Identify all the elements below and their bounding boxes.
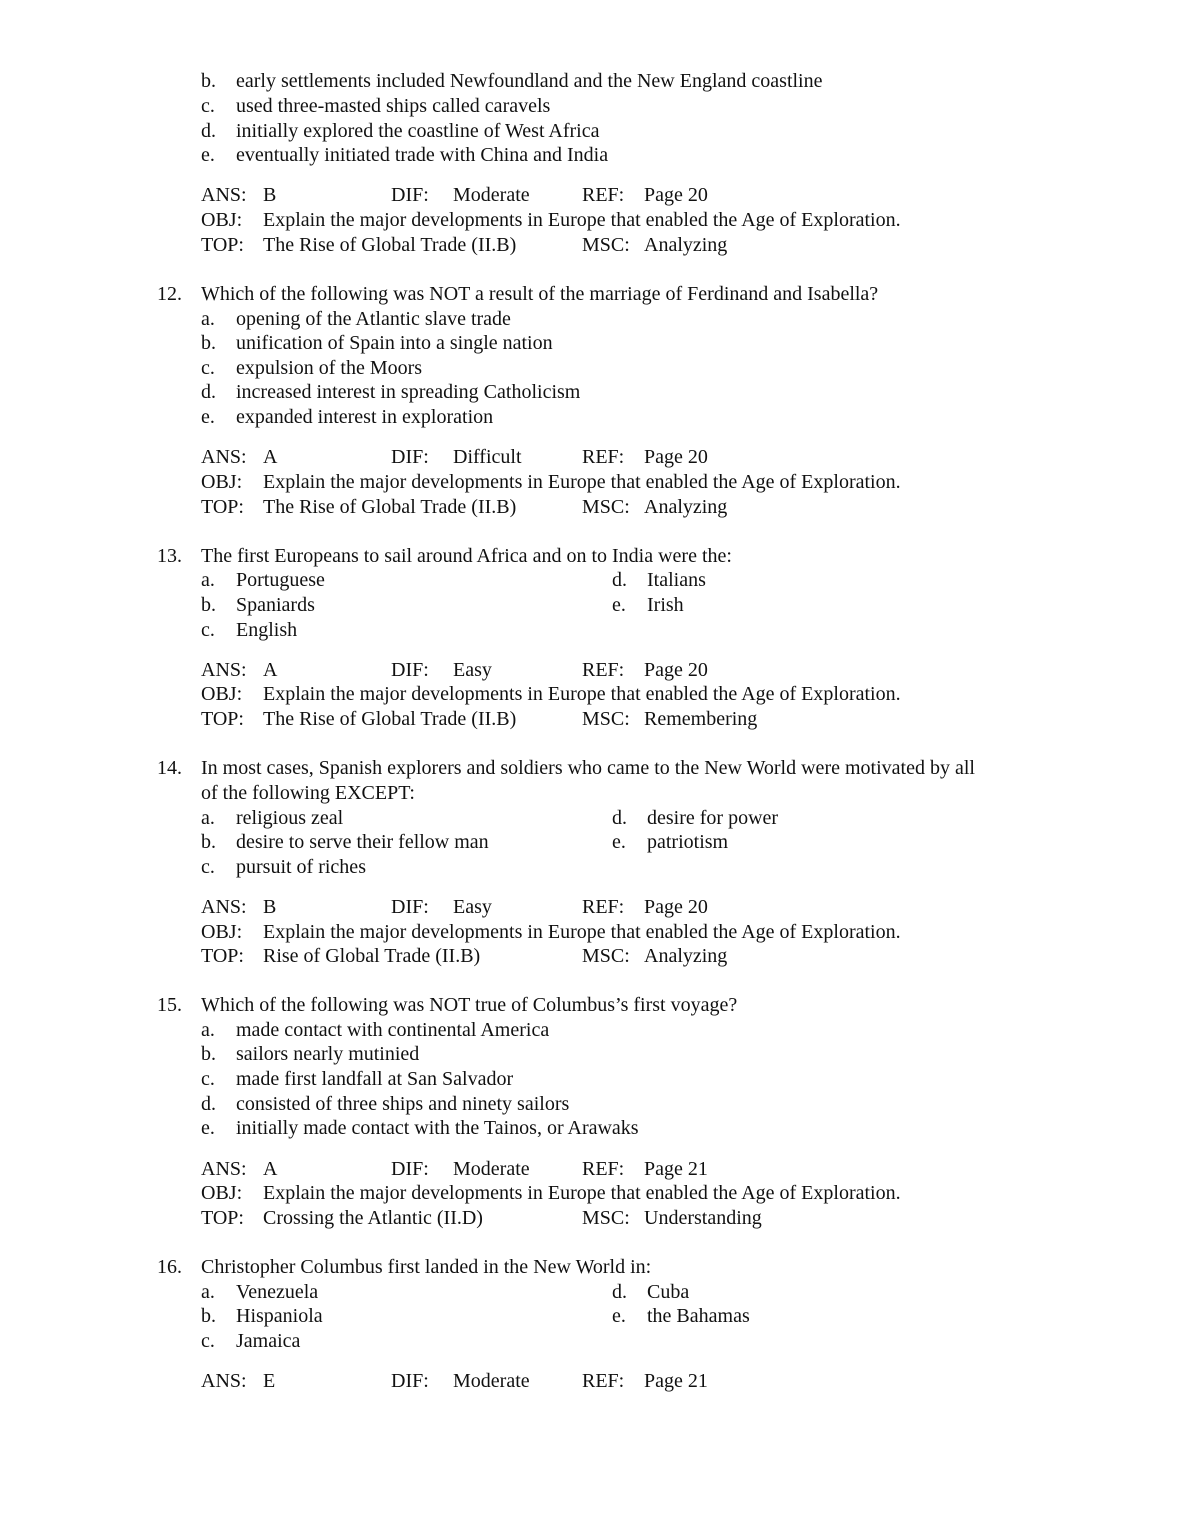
msc-label: MSC: xyxy=(582,708,630,730)
option-text: Cuba xyxy=(647,1281,690,1303)
question-number: 14. xyxy=(157,757,182,779)
option-letter: c. xyxy=(201,1068,215,1090)
question-stem-continued: of the following EXCEPT: xyxy=(201,782,415,804)
question-stem: Which of the following was NOT true of Columbus’s first voyage? xyxy=(201,994,738,1016)
dif-value: Difficult xyxy=(453,446,522,468)
option-text: Hispaniola xyxy=(236,1305,323,1327)
dif-label: DIF: xyxy=(391,659,429,681)
ans-label: ANS: xyxy=(201,1158,247,1180)
obj-label: OBJ: xyxy=(201,1182,243,1204)
top-value: The Rise of Global Trade (II.B) xyxy=(263,708,517,730)
ans-label: ANS: xyxy=(201,184,247,206)
option-letter: a. xyxy=(201,569,215,591)
ref-value: Page 20 xyxy=(644,896,708,918)
option-text: the Bahamas xyxy=(647,1305,750,1327)
ans-value: B xyxy=(263,896,277,918)
ref-value: Page 21 xyxy=(644,1370,708,1392)
dif-label: DIF: xyxy=(391,1370,429,1392)
option-text: Venezuela xyxy=(236,1281,319,1303)
option-letter: d. xyxy=(612,1281,627,1303)
top-value: The Rise of Global Trade (II.B) xyxy=(263,496,517,518)
dif-label: DIF: xyxy=(391,896,429,918)
top-label: TOP: xyxy=(201,234,244,256)
option-letter: d. xyxy=(612,569,627,591)
obj-label: OBJ: xyxy=(201,921,243,943)
option-text: Jamaica xyxy=(236,1330,301,1352)
option-letter: b. xyxy=(201,1043,216,1065)
dif-label: DIF: xyxy=(391,184,429,206)
option-text: expulsion of the Moors xyxy=(236,357,423,379)
ref-value: Page 21 xyxy=(644,1158,708,1180)
option-letter: c. xyxy=(201,619,215,641)
option-text: eventually initiated trade with China and India xyxy=(236,144,609,166)
option-letter: a. xyxy=(201,308,215,330)
msc-value: Analyzing xyxy=(644,234,728,256)
ans-value: A xyxy=(263,659,278,681)
option-letter: c. xyxy=(201,95,215,117)
option-text: initially explored the coastline of West Africa xyxy=(236,120,600,142)
option-letter: e. xyxy=(201,144,215,166)
option-text: early settlements included Newfoundland and the New England coastline xyxy=(236,70,823,92)
option-letter: b. xyxy=(201,70,216,92)
obj-value: Explain the major developments in Europe that enabled the Age of Exploration. xyxy=(263,921,901,943)
dif-value: Moderate xyxy=(453,1158,530,1180)
option-letter: b. xyxy=(201,332,216,354)
ans-value: A xyxy=(263,446,278,468)
obj-value: Explain the major developments in Europe that enabled the Age of Exploration. xyxy=(263,683,901,705)
ans-value: A xyxy=(263,1158,278,1180)
msc-label: MSC: xyxy=(582,234,630,256)
ref-label: REF: xyxy=(582,1370,625,1392)
question-stem: In most cases, Spanish explorers and soldiers who came to the New World were motivated by all xyxy=(201,757,975,779)
option-letter: b. xyxy=(201,831,216,853)
msc-value: Remembering xyxy=(644,708,758,730)
option-text: unification of Spain into a single nation xyxy=(236,332,553,354)
option-letter: d. xyxy=(201,1093,216,1115)
option-text: Spaniards xyxy=(236,594,315,616)
option-letter: e. xyxy=(612,1305,626,1327)
msc-label: MSC: xyxy=(582,1207,630,1229)
obj-label: OBJ: xyxy=(201,209,243,231)
ref-value: Page 20 xyxy=(644,184,708,206)
ref-value: Page 20 xyxy=(644,659,708,681)
ref-label: REF: xyxy=(582,184,625,206)
msc-value: Analyzing xyxy=(644,496,728,518)
option-letter: e. xyxy=(201,406,215,428)
top-value: Crossing the Atlantic (II.D) xyxy=(263,1207,483,1229)
option-letter: a. xyxy=(201,1281,215,1303)
obj-value: Explain the major developments in Europe that enabled the Age of Exploration. xyxy=(263,1182,901,1204)
option-text: increased interest in spreading Catholicism xyxy=(236,381,581,403)
option-letter: e. xyxy=(201,1117,215,1139)
question-stem: The first Europeans to sail around Africa and on to India were the: xyxy=(201,545,732,567)
msc-label: MSC: xyxy=(582,496,630,518)
option-letter: c. xyxy=(201,357,215,379)
dif-value: Easy xyxy=(453,896,492,918)
option-letter: b. xyxy=(201,1305,216,1327)
msc-value: Understanding xyxy=(644,1207,762,1229)
option-text: Italians xyxy=(647,569,706,591)
option-letter: d. xyxy=(201,120,216,142)
option-text: desire to serve their fellow man xyxy=(236,831,489,853)
question-number: 12. xyxy=(157,283,182,305)
option-text: made first landfall at San Salvador xyxy=(236,1068,514,1090)
option-letter: a. xyxy=(201,1019,215,1041)
question-number: 15. xyxy=(157,994,182,1016)
dif-label: DIF: xyxy=(391,446,429,468)
option-text: Irish xyxy=(647,594,684,616)
question-stem: Christopher Columbus first landed in the New World in: xyxy=(201,1256,652,1278)
option-text: desire for power xyxy=(647,807,779,829)
option-letter: c. xyxy=(201,1330,215,1352)
option-letter: a. xyxy=(201,807,215,829)
ref-label: REF: xyxy=(582,446,625,468)
option-letter: b. xyxy=(201,594,216,616)
ref-label: REF: xyxy=(582,896,625,918)
option-text: pursuit of riches xyxy=(236,856,366,878)
option-text: opening of the Atlantic slave trade xyxy=(236,308,511,330)
top-label: TOP: xyxy=(201,496,244,518)
option-text: made contact with continental America xyxy=(236,1019,550,1041)
option-text: sailors nearly mutinied xyxy=(236,1043,420,1065)
option-letter: c. xyxy=(201,856,215,878)
option-text: English xyxy=(236,619,298,641)
option-text: religious zeal xyxy=(236,807,344,829)
ans-value: B xyxy=(263,184,277,206)
option-text: used three-masted ships called caravels xyxy=(236,95,551,117)
option-text: Portuguese xyxy=(236,569,325,591)
msc-label: MSC: xyxy=(582,945,630,967)
dif-value: Easy xyxy=(453,659,492,681)
question-number: 13. xyxy=(157,545,182,567)
top-label: TOP: xyxy=(201,708,244,730)
option-letter: d. xyxy=(612,807,627,829)
ref-value: Page 20 xyxy=(644,446,708,468)
top-value: The Rise of Global Trade (II.B) xyxy=(263,234,517,256)
ref-label: REF: xyxy=(582,1158,625,1180)
option-text: initially made contact with the Tainos, or Arawaks xyxy=(236,1117,639,1139)
msc-value: Analyzing xyxy=(644,945,728,967)
option-letter: e. xyxy=(612,594,626,616)
ans-value: E xyxy=(263,1370,276,1392)
top-value: Rise of Global Trade (II.B) xyxy=(263,945,481,967)
dif-value: Moderate xyxy=(453,184,530,206)
ref-label: REF: xyxy=(582,659,625,681)
question-stem: Which of the following was NOT a result of the marriage of Ferdinand and Isabella? xyxy=(201,283,879,305)
option-text: patriotism xyxy=(647,831,729,853)
ans-label: ANS: xyxy=(201,659,247,681)
question-number: 16. xyxy=(157,1256,182,1278)
option-text: expanded interest in exploration xyxy=(236,406,494,428)
obj-label: OBJ: xyxy=(201,683,243,705)
dif-value: Moderate xyxy=(453,1370,530,1392)
obj-label: OBJ: xyxy=(201,471,243,493)
obj-value: Explain the major developments in Europe that enabled the Age of Exploration. xyxy=(263,471,901,493)
ans-label: ANS: xyxy=(201,896,247,918)
top-label: TOP: xyxy=(201,945,244,967)
ans-label: ANS: xyxy=(201,1370,247,1392)
option-letter: e. xyxy=(612,831,626,853)
option-text: consisted of three ships and ninety sailors xyxy=(236,1093,570,1115)
dif-label: DIF: xyxy=(391,1158,429,1180)
ans-label: ANS: xyxy=(201,446,247,468)
obj-value: Explain the major developments in Europe that enabled the Age of Exploration. xyxy=(263,209,901,231)
option-letter: d. xyxy=(201,381,216,403)
top-label: TOP: xyxy=(201,1207,244,1229)
